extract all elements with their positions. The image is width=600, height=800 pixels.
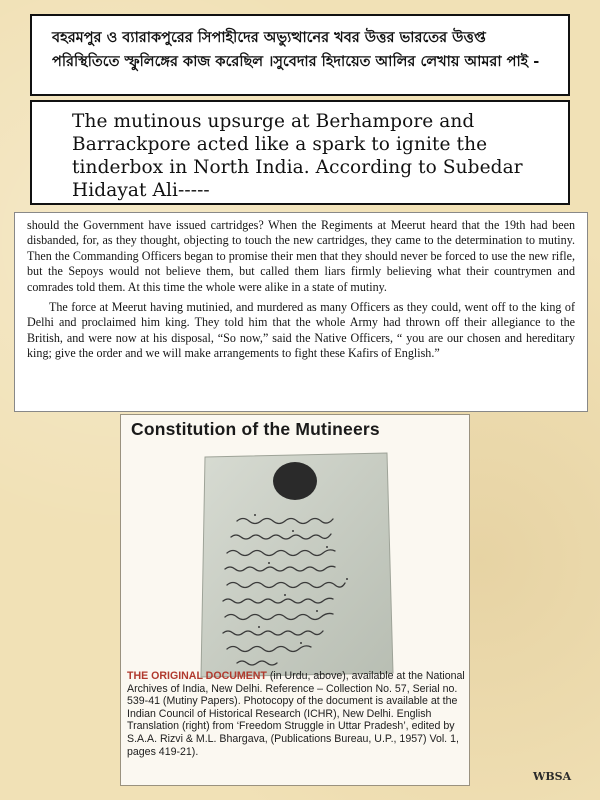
caption-body: (in Urdu, above), available at the National Archives of India, New Delhi. Reference – Collection No. 57, Serial no. 539-41 (Mutiny Papers). Photocopy of the document is available at the Indian Council of Historical Research (ICHR), New Delhi. English Translation (right) from ‘Freedom Struggle in Uttar Pradesh’, edited by S.A.A. Rizvi & M.L. Bhargava, (Publications Bureau, U.P., 1957) Vol. 1, pages 419-21). [127, 670, 465, 758]
english-text-box [30, 100, 570, 205]
wbsa-mark: WBSA [533, 770, 572, 783]
excerpt-paragraph-2: The force at Meerut having mutinied, and murdered as many Officers as they could, went off to the king of Delhi and proclaimed him king. They told him that the whole Army had thrown off their allegiance to the British, and were now at his disposal, “So now,” said the Native Officers, “ you are our chosen and hereditary king; give the order and we will make arrangements to fight these Kafirs of English.” [27, 300, 575, 361]
seal-stamp [273, 462, 317, 500]
constitution-card [120, 414, 470, 786]
bengali-text-box [30, 14, 570, 96]
excerpt-paragraph-1: should the Government have issued cartridges? When the Regiments at Meerut heard that the 19th had been disbanded, for, as they thought, objecting to touch the new cartridges, they came to the determination to mutiny. Then the Commanding Officers began to promise their men that they should never be forced to use the new rifle, but the Sepoys would not believe them, but called them liars firmly believing what their countrymen and comrades told them. At this time the whole were alike in a state of mutiny. [27, 218, 575, 294]
caption-lead: THE ORIGINAL DOCUMENT [127, 670, 267, 682]
document-caption [127, 670, 465, 758]
manuscript-image [197, 451, 395, 679]
card-title: Constitution of the Mutineers [131, 419, 380, 439]
english-text: The mutinous upsurge at Berhampore and Barrackpore acted like a spark to ignite the tinderbox in North India. According to Subedar Hidayat Ali----- [72, 111, 523, 201]
historical-excerpt [14, 212, 588, 412]
bengali-text: বহরমপুর ও ব্যারাকপুরের সিপাহীদের অভ্যুত্থানের খবর উত্তর ভারতের উত্তপ্ত পরিস্থিতিতে স্ফুলিঙ্গের কাজ করেছিল ।সুবেদার হিদায়েত আলির লেখায় আমরা পাই - [52, 30, 540, 70]
